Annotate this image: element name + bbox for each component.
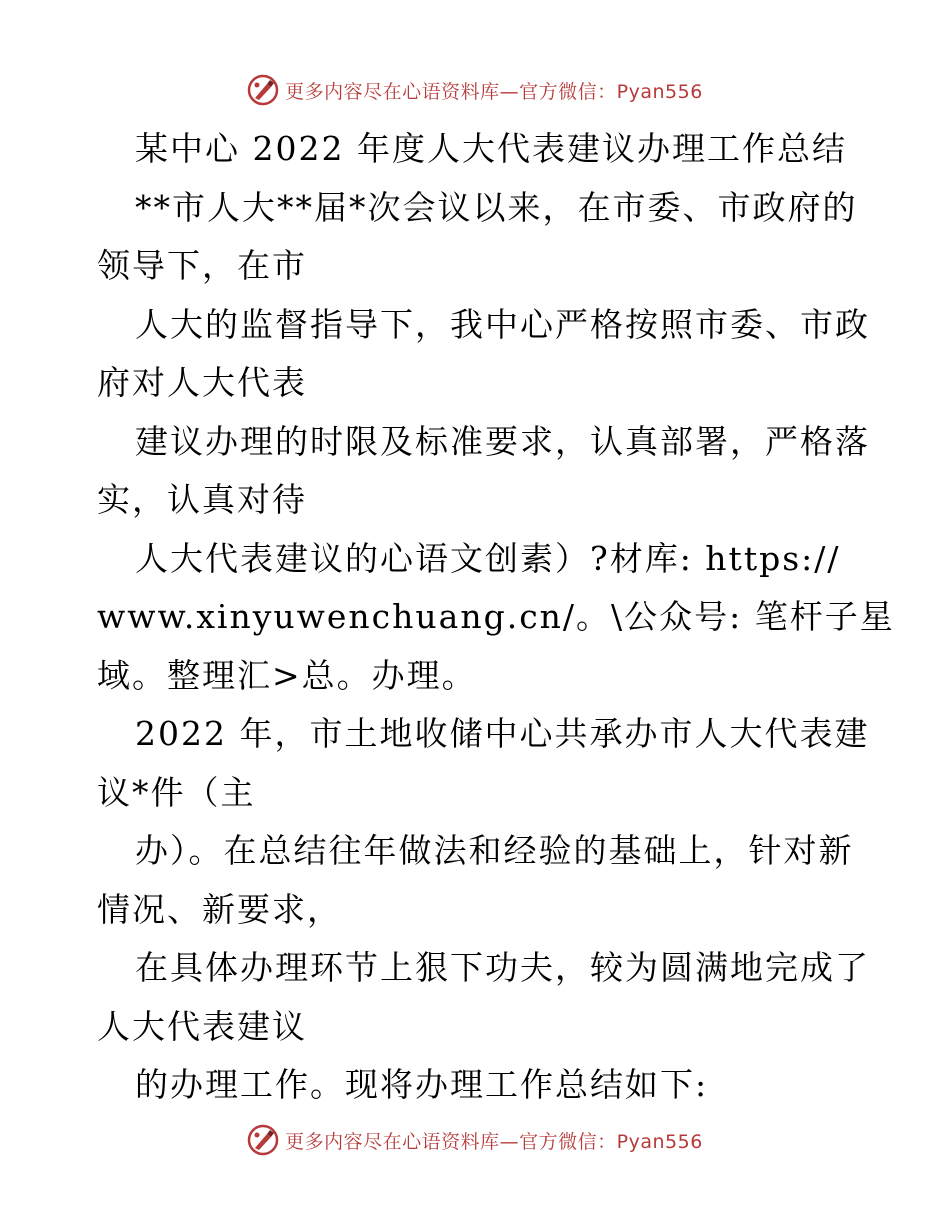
document-line: 域。整理汇>总。办理。 [97, 655, 477, 695]
document-line: 领导下，在市 [97, 246, 307, 285]
document-line: 办）。在总结往年做法和经验的基础上，针对新 [135, 831, 854, 870]
document-line: **市人大**届*次会议以来，在市委、市政府的 [135, 187, 858, 227]
watermark-text: 更多内容尽在心语资料库—官方微信：Pyan556 [285, 80, 703, 103]
watermark-banner-bottom [0, 1120, 950, 1160]
document-line: 实，认真对待 [97, 480, 307, 519]
document-line: www.xinyuwenchuang.cn/。\公众号: 笔杆子星 [97, 597, 895, 636]
document-line: 人大代表建议的心语文创素）?材库: https:// [135, 538, 841, 578]
document-line: 建议办理的时限及标准要求，认真部署，严格落 [135, 421, 870, 461]
document-line: 2022 年，市土地收储中心共承办市人大代表建 [135, 714, 870, 753]
document-line: 情况、新要求， [97, 889, 342, 929]
document-line: 某中心 2022 年度人大代表建议办理工作总结 [135, 129, 847, 168]
pen-logo-icon [247, 74, 279, 106]
document-line: 人大的监督指导下，我中心严格按照市委、市政 [135, 304, 870, 344]
document-body [97, 120, 895, 1115]
pen-logo-icon [247, 1124, 279, 1156]
document-line: 府对人大代表 [97, 363, 307, 402]
document-line: 在具体办理环节上狠下功夫，较为圆满地完成了 [135, 948, 870, 987]
watermark-banner-top [0, 70, 950, 110]
document-line: 议*件（主 [97, 772, 256, 812]
document-line: 人大代表建议 [97, 1006, 307, 1046]
document-line: 的办理工作。现将办理工作总结如下: [135, 1065, 709, 1104]
watermark-text: 更多内容尽在心语资料库—官方微信：Pyan556 [285, 1130, 703, 1153]
